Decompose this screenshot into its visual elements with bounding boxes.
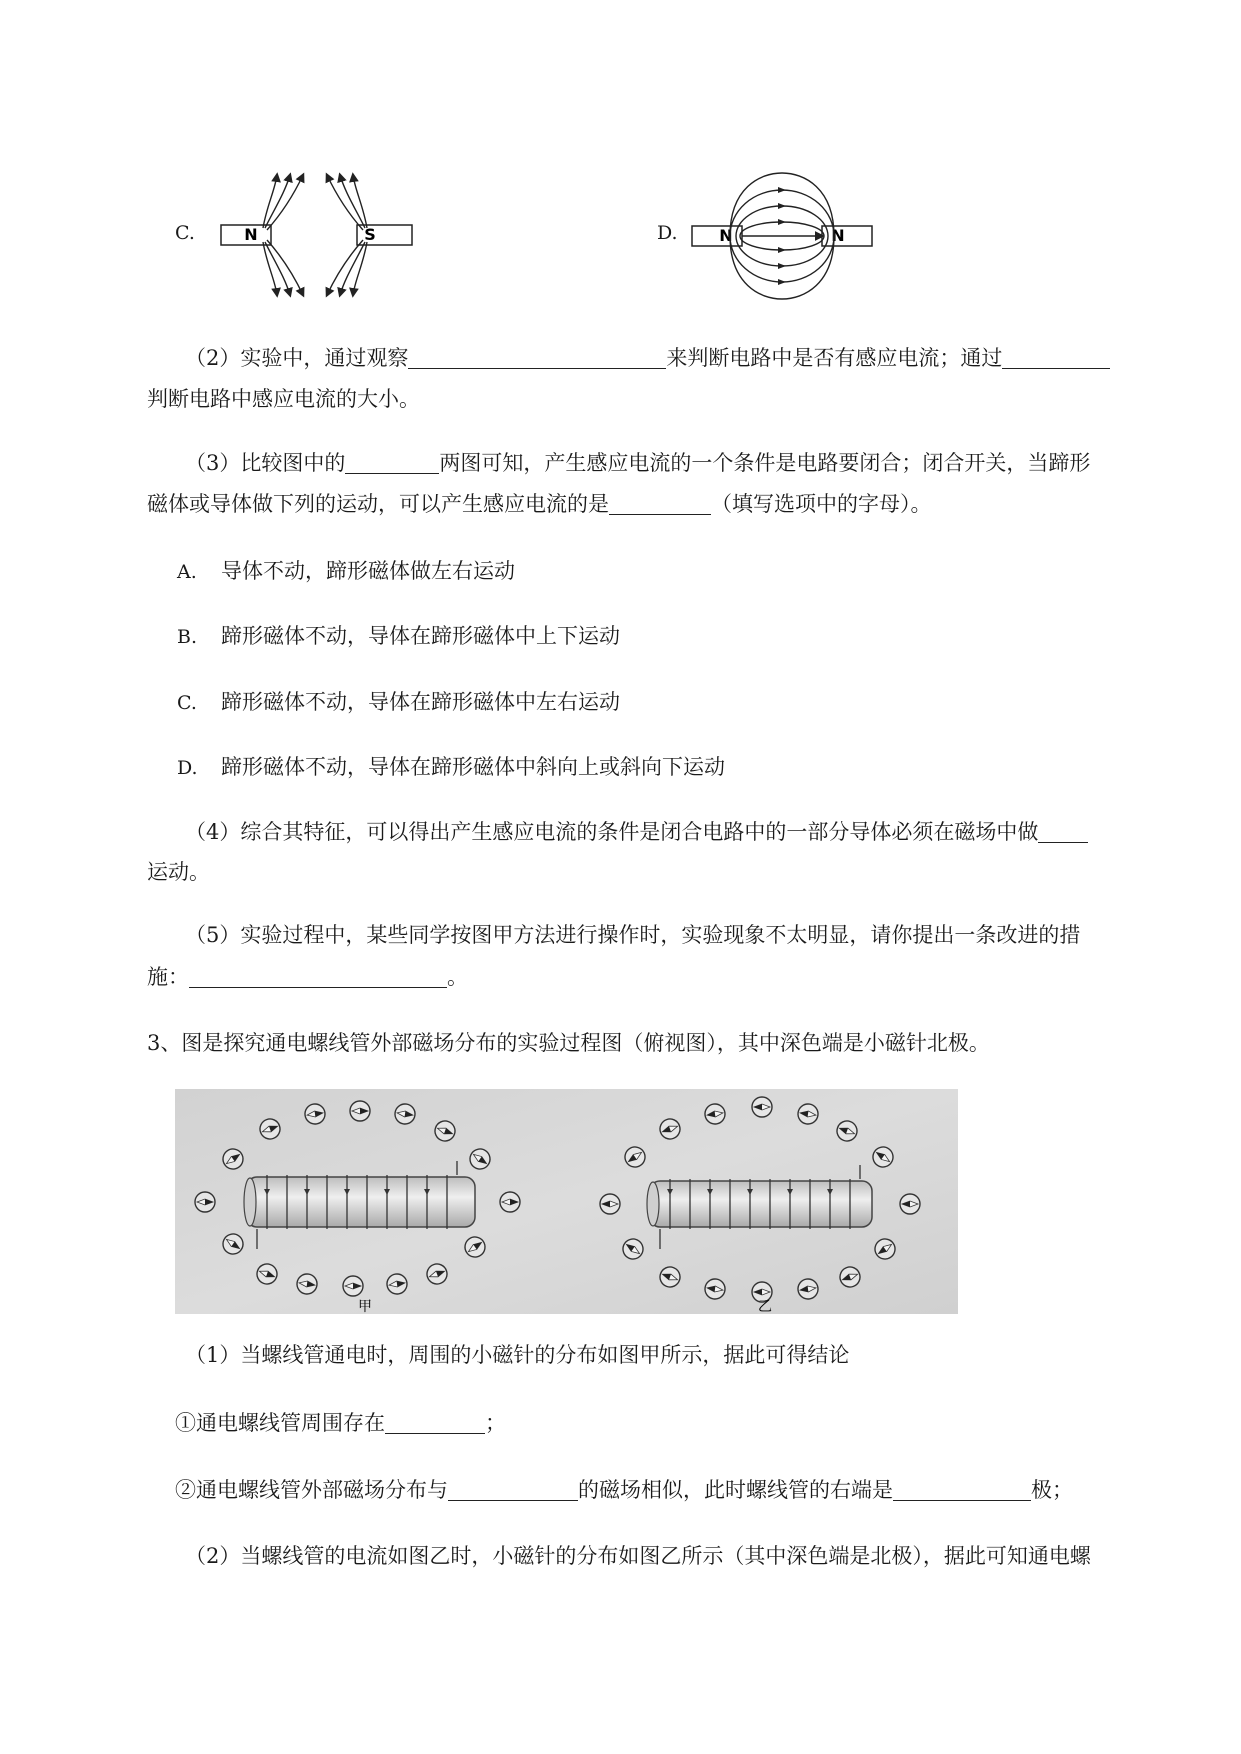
problem3-stem: 3、图是探究通电螺线管外部磁场分布的实验过程图（俯视图），其中深色端是小磁针北极。	[147, 1031, 990, 1055]
p3-s2-text: ①通电螺线管周围存在	[175, 1411, 385, 1435]
p3-s3-text-b: 的磁场相似，此时螺线管的右端是	[578, 1478, 893, 1502]
q2-text-b: 来判断电路中是否有感应电流；通过	[666, 346, 1003, 370]
q2-line2: 判断电路中感应电流的大小。	[147, 387, 420, 411]
q4-text: （4）综合其特征，可以得出产生感应电流的条件是闭合电路中的一部分导体必须在磁场中做	[185, 820, 1039, 844]
q2-line1	[185, 343, 1110, 373]
p3-s3-blank-2[interactable]	[893, 1478, 1031, 1501]
q2-blank-2[interactable]	[1002, 346, 1110, 369]
p3-s1: （1）当螺线管通电时，周围的小磁针的分布如图甲所示，据此可得结论	[185, 1343, 850, 1367]
q3-text-b: 两图可知，产生感应电流的一个条件是电路要闭合；闭合开关，当蹄形	[439, 451, 1091, 475]
choice-c-text: 蹄形磁体不动，导体在蹄形磁体中左右运动	[221, 690, 620, 714]
solenoid-compass-figure	[175, 1089, 958, 1314]
p3-s3-text-a: ②通电螺线管外部磁场分布与	[175, 1478, 448, 1502]
q5-line2	[147, 962, 468, 992]
figure-label-jia: 甲	[358, 1299, 372, 1314]
choice-d	[177, 752, 725, 783]
choice-b-text: 蹄形磁体不动，导体在蹄形磁体中上下运动	[221, 624, 620, 648]
choice-b	[177, 621, 620, 652]
p3-s2-blank[interactable]	[385, 1411, 485, 1434]
c-left-pole: N	[244, 225, 258, 244]
q3-blank-2[interactable]	[609, 492, 711, 515]
q4-blank[interactable]	[1038, 820, 1088, 843]
d-left-pole: N	[719, 226, 733, 245]
q2-text-a: （2）实验中，通过观察	[185, 346, 409, 370]
choice-b-letter: B.	[177, 626, 198, 648]
choice-c	[177, 687, 620, 718]
p3-s2-end: ；	[485, 1411, 506, 1435]
q5-line1: （5）实验过程中，某些同学按图甲方法进行操作时，实验现象不太明显，请你提出一条改进的措	[185, 923, 1081, 947]
p3-s3-text-c: 极；	[1031, 1478, 1073, 1502]
choice-d-text: 蹄形磁体不动，导体在蹄形磁体中斜向上或斜向下运动	[221, 755, 725, 779]
figure-label-yi: 乙	[758, 1299, 772, 1314]
q3-text-d: （填写选项中的字母）。	[711, 492, 932, 516]
choice-a	[177, 556, 515, 587]
magnet-field-diagram-d	[690, 168, 875, 303]
q5-text-a: 施：	[147, 965, 189, 989]
option-d-label: D.	[657, 222, 678, 244]
p3-s4: （2）当螺线管的电流如图乙时，小磁针的分布如图乙所示（其中深色端是北极），据此可知通电螺	[185, 1544, 1091, 1568]
choice-c-letter: C.	[177, 692, 197, 714]
option-c-label: C.	[175, 222, 195, 244]
q5-blank[interactable]	[189, 965, 447, 988]
q3-line1	[185, 448, 1090, 478]
q3-text-c: 磁体或导体做下列的运动，可以产生感应电流的是	[147, 492, 609, 516]
p3-s3-blank-1[interactable]	[448, 1478, 578, 1501]
d-right-pole: N	[831, 226, 845, 245]
p3-s2	[175, 1408, 506, 1438]
c-right-pole: S	[364, 225, 376, 244]
choice-d-letter: D.	[177, 757, 198, 779]
q5-text-b: 。	[447, 965, 468, 989]
magnet-field-diagram-c	[215, 170, 420, 300]
q3-text-a: （3）比较图中的	[185, 451, 346, 475]
q4-line2: 运动。	[147, 860, 210, 884]
q4-line1	[185, 817, 1088, 847]
choice-a-text: 导体不动，蹄形磁体做左右运动	[221, 559, 515, 583]
q3-blank-1[interactable]	[345, 451, 439, 474]
choice-a-letter: A.	[177, 561, 197, 583]
q3-line2	[147, 489, 932, 519]
q2-blank-1[interactable]	[408, 346, 666, 369]
p3-s3	[175, 1475, 1073, 1505]
